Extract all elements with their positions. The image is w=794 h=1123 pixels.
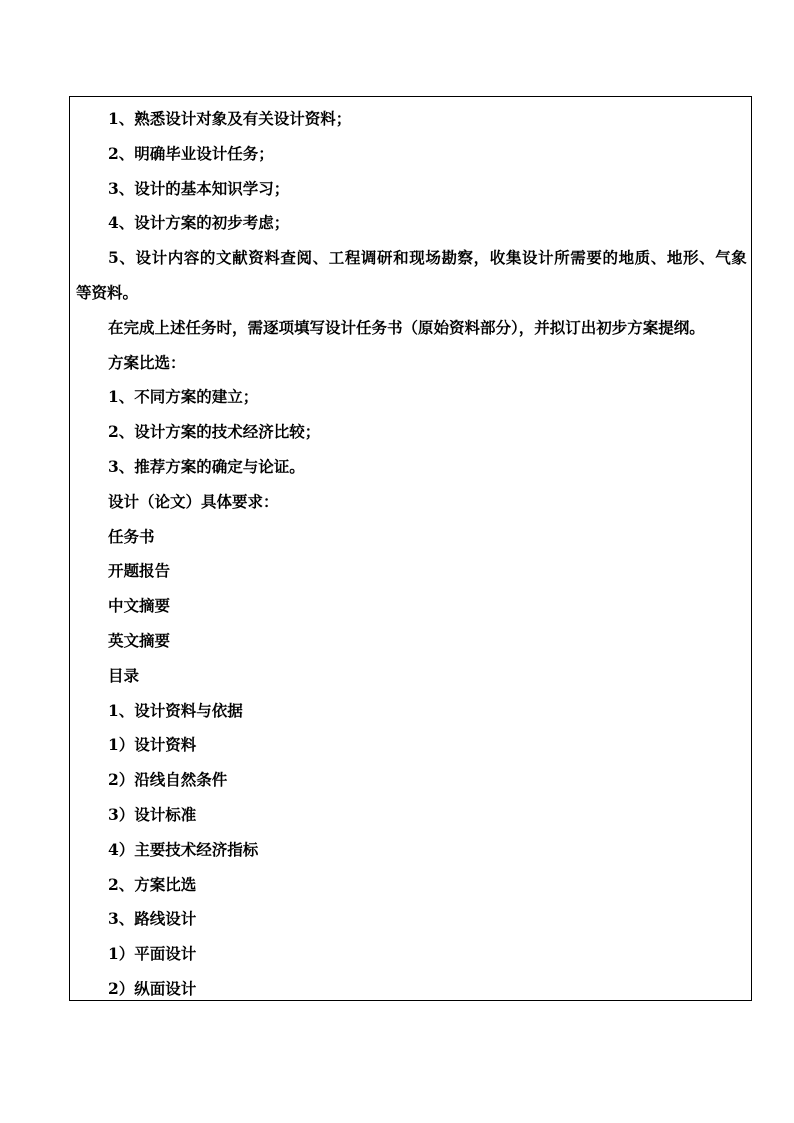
content-frame xyxy=(69,96,752,1001)
text-line-2: 2、明确毕业设计任务； xyxy=(108,143,274,163)
text-line-5: 5、设计内容的文献资料查阅、工程调研和现场勘察，收集设计所需要的地质、地形、气象 xyxy=(108,248,747,268)
text-line-19: 1）设计资料 xyxy=(108,735,197,755)
text-line-6: 等资料。 xyxy=(76,282,139,302)
text-line-25: 1）平面设计 xyxy=(108,944,197,964)
text-line-17: 目录 xyxy=(108,665,140,685)
text-line-20: 2）沿线自然条件 xyxy=(108,770,228,790)
text-line-18: 1、设计资料与依据 xyxy=(108,700,243,720)
text-line-10: 2、设计方案的技术经济比较； xyxy=(108,422,321,442)
text-line-22: 4）主要技术经济指标 xyxy=(108,839,259,859)
text-line-9: 1、不同方案的建立； xyxy=(108,387,259,407)
text-line-7: 在完成上述任务时，需逐项填写设计任务书（原始资料部分），并拟订出初步方案提纲。 xyxy=(108,317,705,337)
text-line-3: 3、设计的基本知识学习； xyxy=(108,178,290,198)
text-line-21: 3）设计标准 xyxy=(108,804,197,824)
text-line-23: 2、方案比选 xyxy=(108,874,197,894)
text-line-14: 开题报告 xyxy=(108,561,171,581)
text-line-11: 3、推荐方案的确定与论证。 xyxy=(108,456,305,476)
text-line-26: 2）纵面设计 xyxy=(108,978,197,998)
text-line-1: 1、熟悉设计对象及有关设计资料； xyxy=(108,109,352,128)
text-line-24: 3、路线设计 xyxy=(108,909,197,929)
text-line-4: 4、设计方案的初步考虑； xyxy=(108,213,290,233)
text-line-16: 英文摘要 xyxy=(108,630,171,650)
text-line-13: 任务书 xyxy=(108,526,155,546)
text-line-15: 中文摘要 xyxy=(108,596,171,616)
text-line-12: 设计（论文）具体要求： xyxy=(108,491,279,511)
content-body xyxy=(76,102,747,1007)
text-line-8: 方案比选： xyxy=(108,352,186,372)
